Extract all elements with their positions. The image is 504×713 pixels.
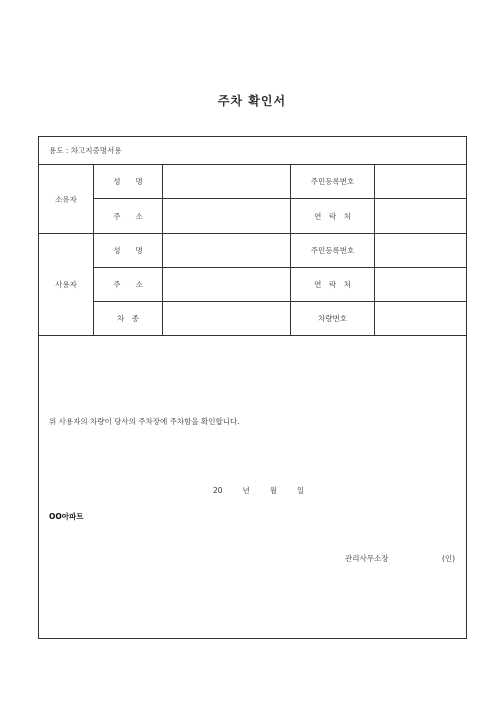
owner-address-label: 주 소 [113, 211, 143, 221]
user-contact-label: 연 락 처 [314, 280, 351, 289]
signatory-label: 관리사무소장 [345, 554, 389, 563]
date-day-unit: 일 [297, 486, 305, 495]
vehicle-type-label: 차 종 [117, 314, 139, 323]
date-month-unit: 월 [269, 486, 278, 495]
user-name-field[interactable] [163, 234, 290, 267]
owner-address-field[interactable] [163, 199, 290, 233]
date-line [213, 485, 304, 496]
user-group-label: 사용자 [55, 280, 77, 289]
parking-confirmation-form [38, 136, 467, 639]
confirmation-statement: 위 사용자의 차량이 당사의 주차장에 주차함을 확인합니다. [49, 417, 240, 426]
owner-name-label: 성 명 [113, 177, 143, 186]
user-resident-no-label: 주민등록번호 [310, 246, 355, 255]
owner-contact-label: 연 락 처 [314, 211, 351, 221]
row-divider [39, 335, 466, 336]
vehicle-no-field[interactable] [375, 302, 466, 335]
user-address-field[interactable] [163, 268, 290, 301]
user-address-label: 주 소 [113, 280, 143, 289]
date-year: 20 [213, 486, 223, 495]
user-contact-field[interactable] [375, 268, 466, 301]
owner-contact-field[interactable] [375, 199, 466, 233]
owner-name-field[interactable] [163, 165, 290, 198]
date-year-unit: 년 [242, 486, 250, 495]
apartment-name: OO아파트 [49, 512, 84, 521]
owner-resident-no-label: 주민등록번호 [310, 177, 355, 186]
seal-mark: (인) [442, 554, 456, 563]
owner-resident-no-field[interactable] [375, 165, 466, 198]
document-title: 주차 확인서 [217, 94, 287, 108]
purpose-label: 용도 : 차고지증명서용 [49, 146, 122, 155]
owner-group-label: 소유자 [55, 194, 77, 204]
user-resident-no-field[interactable] [375, 234, 466, 267]
vehicle-type-field[interactable] [163, 302, 290, 335]
vehicle-no-label: 차량번호 [318, 314, 347, 323]
user-name-label: 성 명 [113, 246, 143, 255]
